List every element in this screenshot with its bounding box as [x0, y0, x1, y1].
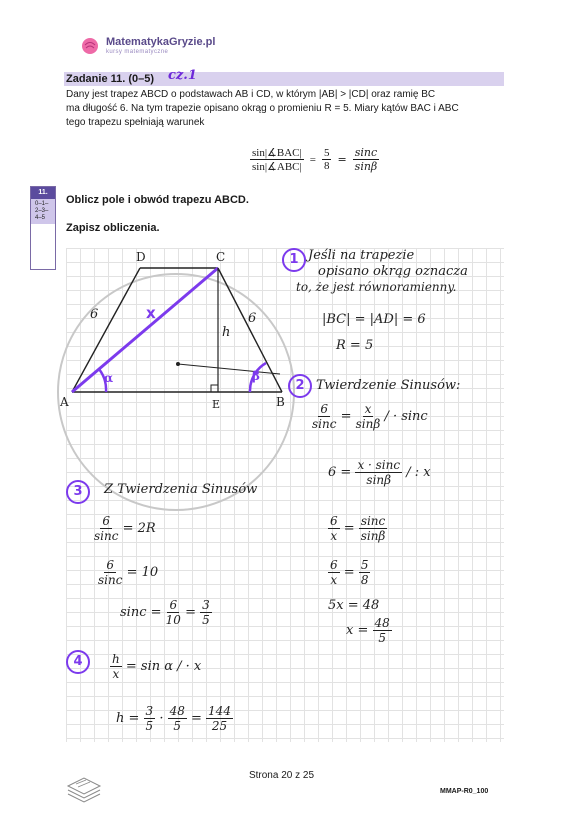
step-2-eq3: $\frac{6}{x}$ = $\frac{\sin c}{\sin\beta}$ — [330, 514, 386, 543]
label-ad: 6 — [90, 307, 99, 322]
vertex-b: B — [276, 395, 285, 409]
step-2-title: Twierdzenie Sinusów: — [316, 378, 461, 393]
label-diagonal: x — [146, 304, 156, 322]
formula-lhs: $\frac{\text{sin|∡BAC|}}{\text{sin|∡ABC|}}$ — [252, 147, 302, 173]
vertex-e: E — [212, 398, 221, 411]
label-height: h — [222, 325, 231, 340]
step-1-eq: R = 5 — [336, 338, 374, 353]
diagonal-ac — [72, 268, 218, 392]
brand-tagline: kursy matematyczne — [106, 48, 169, 55]
answer-grid — [60, 248, 504, 742]
formula-handwritten: $\frac{\sin c}{\sin\beta}$ — [354, 146, 378, 173]
step-1-marker: 1 — [282, 248, 306, 272]
vertex-c: C — [216, 250, 226, 264]
task-heading: Zadanie 11. (0–5) — [66, 73, 155, 85]
vertex-a: A — [60, 395, 69, 409]
points-number: 11. — [31, 187, 55, 199]
step-2-eq2: 6 = $\frac{x \cdot \sin c}{\sin\beta}$ / : x — [328, 458, 431, 487]
problem-text — [66, 88, 506, 130]
formula-rhs: $\frac{5}{8}$ — [323, 147, 330, 172]
points-scale: 0–1– 2–3– 4–5 — [31, 199, 55, 224]
label-bc: 6 — [248, 311, 257, 326]
step-1-line: to, że jest równoramienny. — [296, 280, 457, 294]
step-3-marker: 3 — [66, 480, 90, 504]
step-2-eq1: $\frac{6}{\sin c}$ = $\frac{x}{\sin\beta}$ / · sinc — [312, 402, 428, 431]
label-alpha: α — [104, 371, 114, 385]
step-2-eq6: x = $\frac{48}{5}$ — [346, 616, 390, 645]
points-box — [30, 186, 56, 270]
step-3-eq2: $\frac{6}{\sin c}$ = 10 — [98, 558, 159, 587]
handwritten-note: cz.1 — [168, 68, 197, 83]
step-3-title: Z Twierdzenia Sinusów — [104, 482, 258, 497]
problem-line: Dany jest trapez ABCD o podstawach AB i CD, w którym |AB| > |CD| oraz ramię BC — [66, 89, 436, 100]
brand-name: MatematykaGryzie.pl — [106, 35, 216, 48]
step-4-marker: 4 — [66, 650, 90, 674]
step-1-eq: |BC| = |AD| = 6 — [322, 312, 426, 327]
exam-code: MMAP-R0_100 — [440, 788, 489, 795]
right-angle-mark — [211, 385, 218, 392]
step-4-eq2: h = $\frac{3}{5}$ · $\frac{48}{5}$ = $\frac{144}{25}$ — [116, 704, 231, 733]
instruction-show-work: Zapisz obliczenia. — [66, 222, 160, 234]
given-formula: $\frac{\text{sin|∡BAC|}}{\text{sin|∡ABC|}}$ = $\frac{5}{8}$ = $\frac{\sin c}{\sin\beta}$ — [252, 146, 378, 173]
circle-center — [176, 362, 180, 366]
problem-line: ma długość 6. Na tym trapezie opisano okrąg o promieniu R = 5. Miary kątów BAC i ABC — [66, 103, 459, 114]
brand-logo — [80, 36, 215, 56]
step-2-eq5: 5x = 48 — [328, 598, 380, 613]
label-beta: β — [252, 369, 260, 383]
radius-line — [178, 364, 280, 374]
step-1-line: opisano okrąg oznacza — [318, 264, 468, 279]
vertex-d: D — [136, 250, 146, 264]
step-3-eq3: sinc = $\frac{6}{10}$ = $\frac{3}{5}$ — [120, 598, 210, 627]
step-3-eq1: $\frac{6}{\sin c}$ = 2R — [94, 514, 156, 543]
step-4-eq1: $\frac{h}{x}$ = sin α / · x — [112, 652, 202, 681]
instruction-compute: Oblicz pole i obwód trapezu ABCD. — [66, 194, 249, 206]
problem-line: tego trapezu spełniają warunek — [66, 117, 205, 128]
page-number: Strona 20 z 25 — [248, 770, 315, 781]
brain-icon — [80, 36, 100, 56]
step-1-line: Jeśli na trapezie — [308, 248, 415, 263]
step-2-marker: 2 — [288, 374, 312, 398]
step-2-eq4: $\frac{6}{x}$ = $\frac{5}{8}$ — [330, 558, 369, 587]
